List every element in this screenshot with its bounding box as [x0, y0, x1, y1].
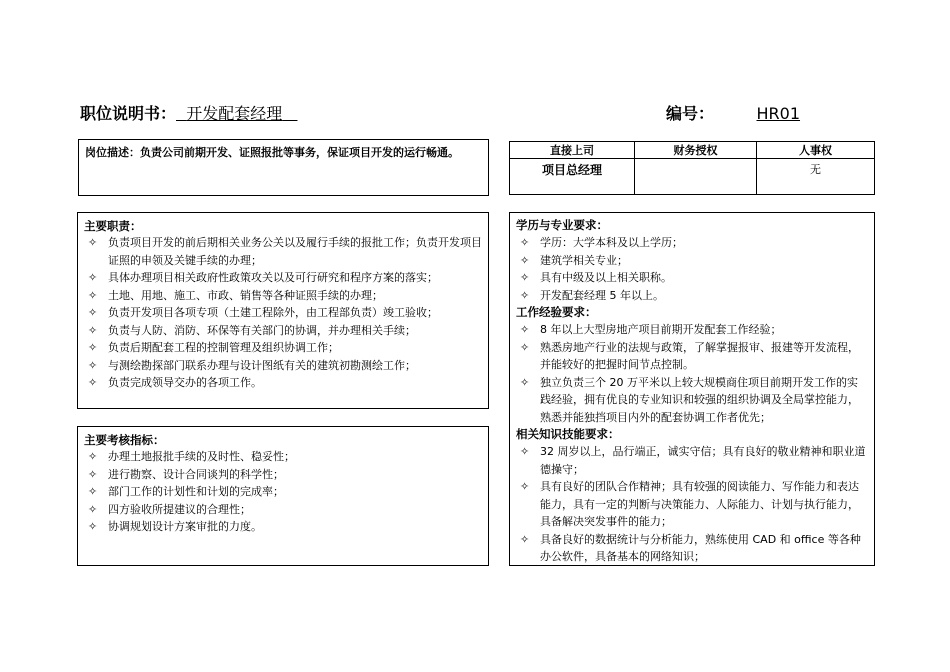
authority-value-supervisor: 项目总经理: [510, 159, 635, 195]
authority-header-finance: 财务授权: [635, 142, 757, 159]
kpi-box: [77, 426, 489, 566]
list-item: ✧ 开发配套经理 5 年以上。: [516, 287, 868, 305]
requirements-box: [509, 212, 875, 566]
diamond-bullet-icon: ✧: [88, 341, 98, 354]
list-item: ✧ 具备良好的数据统计与分析能力，熟练使用 CAD 和 office 等各种办公软件，具备基本的网络知识；: [520, 532, 861, 563]
diamond-bullet-icon: ✧: [520, 340, 530, 354]
diamond-bullet-icon: ✧: [520, 323, 530, 336]
list-item: ✧ 8 年以上大型房地产项目前期开发配套工作经验；: [516, 321, 868, 339]
diamond-bullet-icon: ✧: [520, 445, 530, 458]
list-item: ✧ 负责开发项目各项专项（土建工程除外，由工程部负责）竣工验收；: [84, 304, 482, 322]
diamond-bullet-icon: ✧: [88, 288, 98, 302]
description-box: [78, 139, 489, 196]
code-label: 编号：: [666, 104, 715, 123]
duties-box: [77, 212, 489, 409]
list-item: ✧ 负责项目开发的前后期相关业务公关以及履行手续的报批工作；负责开发项目证照的申领及关键手续的办理；: [88, 236, 482, 267]
list-item: ✧ 部门工作的计划性和计划的完成率；: [84, 483, 482, 501]
list-item: ✧ 负责后期配套工程的控制管理及组织协调工作；: [84, 339, 482, 357]
title-label: 职位说明书：: [80, 104, 177, 123]
diamond-bullet-icon: ✧: [88, 306, 98, 319]
education-label: 学历与专业要求：: [516, 218, 608, 232]
skills-list: [516, 443, 868, 566]
description-text: [85, 144, 482, 161]
diamond-bullet-icon: ✧: [88, 450, 98, 463]
document-title: [80, 101, 297, 124]
description-label: 岗位描述：: [85, 146, 140, 159]
experience-label: 工作经验要求：: [516, 305, 597, 319]
diamond-bullet-icon: ✧: [88, 236, 98, 249]
list-item: ✧ 具有中级及以上相关职称。: [516, 269, 868, 287]
code-value: HR01: [756, 104, 801, 123]
diamond-bullet-icon: ✧: [520, 253, 530, 267]
diamond-bullet-icon: ✧: [520, 271, 530, 284]
list-item: ✧ 32 周岁以上，品行端正，诚实守信；具有良好的敬业精神和职业道德操守；: [520, 445, 866, 476]
diamond-bullet-icon: ✧: [88, 376, 98, 389]
list-item: ✧ 协调规划设计方案审批的力度。: [84, 518, 482, 536]
list-item: ✧ 独立负责三个 20 万平米以上较大规模商住项目前期开发工作的实践经验，拥有优良的专业知识和较强的组织协调及全局掌控能力，熟悉并能独挡项目内外的配套协调工作者优先；: [520, 375, 859, 424]
list-item: ✧ 土地、用地、施工、市政、销售等各种证照手续的办理；: [84, 287, 482, 305]
diamond-bullet-icon: ✧: [520, 375, 530, 389]
duties-list: [84, 234, 482, 392]
list-item: ✧ 负责完成领导交办的各项工作。: [84, 374, 482, 392]
experience-list: [516, 321, 868, 426]
diamond-bullet-icon: ✧: [88, 323, 98, 337]
kpi-label: 主要考核指标：: [84, 433, 165, 447]
list-item: ✧ 与测绘勘探部门联系办理与设计图纸有关的建筑初勘测绘工作；: [84, 357, 482, 375]
authority-header-personnel: 人事权: [757, 142, 875, 159]
diamond-bullet-icon: ✧: [88, 520, 98, 533]
list-item: ✧ 熟悉房地产行业的法规与政策，了解掌握报审、报建等开发流程，并能较好的把握时间节点控制。: [520, 340, 859, 371]
list-item: ✧ 具体办理项目相关政府性政策攻关以及可行研究和程序方案的落实；: [84, 269, 482, 287]
list-item: ✧ 四方验收所提建议的合理性；: [84, 501, 482, 519]
list-item: ✧ 负责与人防、消防、环保等有关部门的协调，并办理相关手续；: [84, 322, 482, 340]
diamond-bullet-icon: ✧: [88, 467, 98, 481]
authority-table: [509, 141, 875, 195]
kpi-list: [84, 448, 482, 536]
position-name: 开发配套经理: [186, 104, 283, 123]
authority-value-finance: [635, 159, 757, 195]
diamond-bullet-icon: ✧: [520, 480, 530, 493]
diamond-bullet-icon: ✧: [520, 532, 530, 546]
diamond-bullet-icon: ✧: [88, 271, 98, 284]
authority-value-personnel: 无: [757, 159, 875, 195]
education-list: [516, 234, 868, 304]
duties-label: 主要职责：: [84, 219, 142, 233]
list-item: ✧ 建筑学相关专业；: [516, 252, 868, 270]
list-item: ✧ 学历：大学本科及以上学历；: [516, 234, 868, 252]
diamond-bullet-icon: ✧: [88, 502, 98, 516]
diamond-bullet-icon: ✧: [520, 288, 530, 302]
skills-label: 相关知识技能要求：: [516, 427, 620, 441]
list-item: ✧ 进行勘察、设计合同谈判的科学性；: [84, 466, 482, 484]
list-item: ✧ 具有良好的团队合作精神；具有较强的阅读能力、写作能力和表达能力，具有一定的判断与决策能力、人际能力、计划与执行能力，具备解决突发事件的能力；: [520, 480, 859, 528]
description-content: 负责公司前期开发、证照报批等事务，保证项目开发的运行畅通。: [140, 146, 459, 159]
authority-header-supervisor: 直接上司: [510, 142, 635, 159]
diamond-bullet-icon: ✧: [88, 358, 98, 372]
diamond-bullet-icon: ✧: [88, 485, 98, 498]
diamond-bullet-icon: ✧: [520, 236, 530, 249]
document-code: [666, 101, 804, 124]
list-item: ✧ 办理土地报批手续的及时性、稳妥性；: [84, 448, 482, 466]
